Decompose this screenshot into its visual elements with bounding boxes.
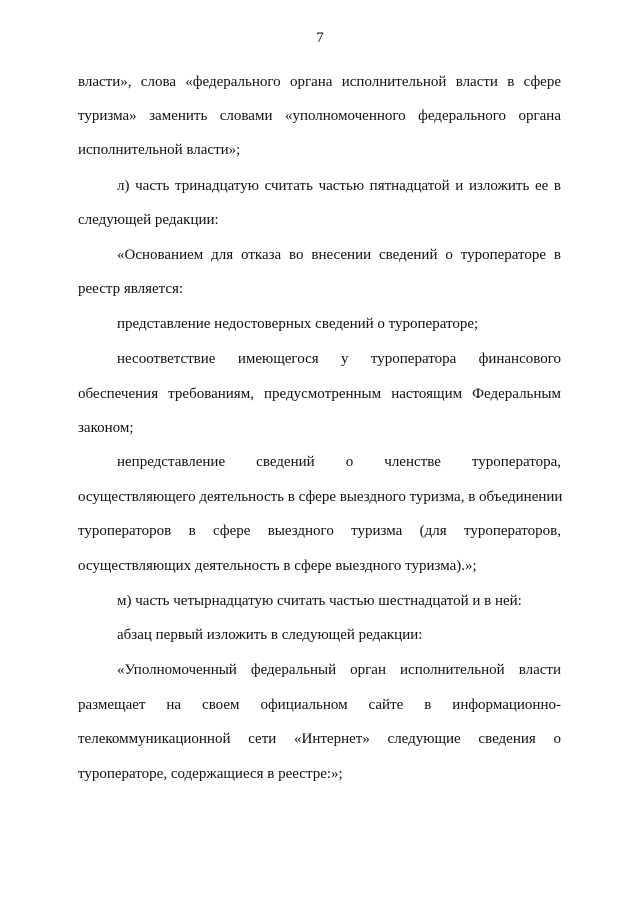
- text-line: «Основанием для отказа во внесении сведений о туроператоре в: [117, 247, 561, 263]
- text-line: непредставление сведений о членстве туроператора,: [117, 454, 561, 470]
- text-line: туроператоре, содержащиеся в реестре:»;: [78, 766, 343, 782]
- text-line: следующей редакции:: [78, 212, 219, 228]
- text-line: обеспечения требованиям, предусмотренным настоящим Федеральным: [78, 386, 561, 402]
- text-line: туроператоров в сфере выездного туризма (для туроператоров,: [78, 523, 561, 539]
- text-line: размещает на своем официальном сайте в информационно-: [78, 697, 561, 713]
- text-line: абзац первый изложить в следующей редакции:: [117, 627, 423, 643]
- text-line: м) часть четырнадцатую считать частью шестнадцатой и в ней:: [117, 593, 522, 609]
- text-line: «Уполномоченный федеральный орган исполнительной власти: [117, 662, 561, 678]
- text-line: осуществляющих деятельность в сфере выездного туризма).»;: [78, 558, 477, 574]
- text-line: исполнительной власти»;: [78, 142, 241, 158]
- text-line: туризма» заменить словами «уполномоченного федерального органа: [78, 108, 561, 124]
- text-line: представление недостоверных сведений о туроператоре;: [117, 316, 479, 332]
- text-line: телекоммуникационной сети «Интернет» следующие сведения о: [78, 731, 561, 747]
- text-line: законом;: [78, 420, 134, 436]
- text-line: л) часть тринадцатую считать частью пятнадцатой и изложить ее в: [117, 178, 561, 194]
- text-line: власти», слова «федерального органа исполнительной власти в сфере: [78, 74, 561, 90]
- text-line: реестр является:: [78, 281, 184, 297]
- page-number: 7: [316, 30, 324, 46]
- text-line: осуществляющего деятельность в сфере выездного туризма, в объединении: [78, 489, 563, 505]
- text-line: несоответствие имеющегося у туроператора финансового: [117, 351, 561, 367]
